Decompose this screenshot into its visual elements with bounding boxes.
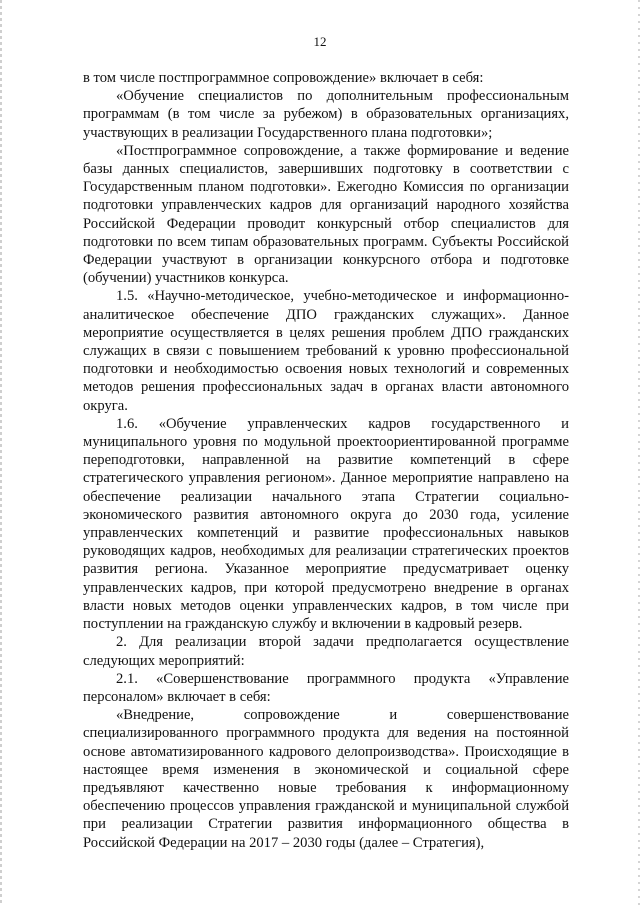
body-text [83, 69, 569, 852]
page-number: 12 [313, 34, 327, 49]
paragraph-item-2-1: 2.1. «Совершенствование программного продукта «Управление персоналом» включает в себя: [83, 670, 569, 705]
paragraph-implementation: «Внедрение, сопровождение и совершенствование специализированного программного продукта для ведения на постоянной основе автоматизированного кадрового делопроизводства». Происходящие в настоящее время изменения в экономической и социальной сфере предъявляют качественно новые требования к информационному обеспечению процессов управления гражданской и муниципальной службой при реализации Стратегии развития информационного общества в Российской Федерации на 2017 – 2030 годы (далее – Стратегия), [83, 707, 569, 851]
paragraph-postprogram-support: «Постпрограммное сопровождение, а также формирование и ведение базы данных специалистов, завершивших подготовку в соответствии с Государственным планом подготовки». Ежегодно Комиссия по организации подготовки управленческих кадров для организаций народного хозяйства Российской Федерации проводит конкурсный отбор специалистов для подготовки по всем типам образовательных программ. Субъекты Российской Федерации участвуют в организации конкурсного отбора и подготовке (обучении) участников конкурса. [83, 142, 569, 287]
scan-edge-left [0, 0, 2, 905]
paragraph-item-2: 2. Для реализации второй задачи предполагается осуществление следующих мероприятий: [83, 634, 569, 669]
paragraph-training-specialists: «Обучение специалистов по дополнительным профессиональным программам (в том числе за рубежом) в образовательных организациях, участвующих в реализации Государственного плана подготовки»; [83, 88, 569, 141]
paragraph-item-1-6: 1.6. «Обучение управленческих кадров государственного и муниципального уровня по модульной проектоориентированной программе переподготовки, направленной на развитие компетенций в сфере стратегического управления регионом». Данное мероприятие направлено на обеспечение реализации начального этапа Стратегии социально-экономического развития автономного округа до 2030 года, усиление управленческих компетенций и развитие профессиональных навыков руководящих кадров, необходимых для реализации стратегических проектов развития региона. Указанное мероприятие предусматривает оценку управленческих кадров, при которой предусмотрено внедрение в органах власти новых методов оценки управленческих кадров, в том числе при поступлении на гражданскую службу и включении в кадровый резерв. [83, 415, 569, 633]
paragraph-continuation: в том числе постпрограммное сопровождение» включает в себя: [83, 70, 484, 86]
paragraph-item-1-5: 1.5. «Научно-методическое, учебно-методическое и информационно-аналитическое обеспечение ДПО гражданских служащих». Данное мероприятие осуществляется в целях решения проблем ДПО гражданских служащих в связи с повышением требований к уровню профессиональной подготовки и необходимостью освоения новых технологий и современных методов решения профессиональных задач в органах власти автономного округа. [83, 288, 569, 414]
